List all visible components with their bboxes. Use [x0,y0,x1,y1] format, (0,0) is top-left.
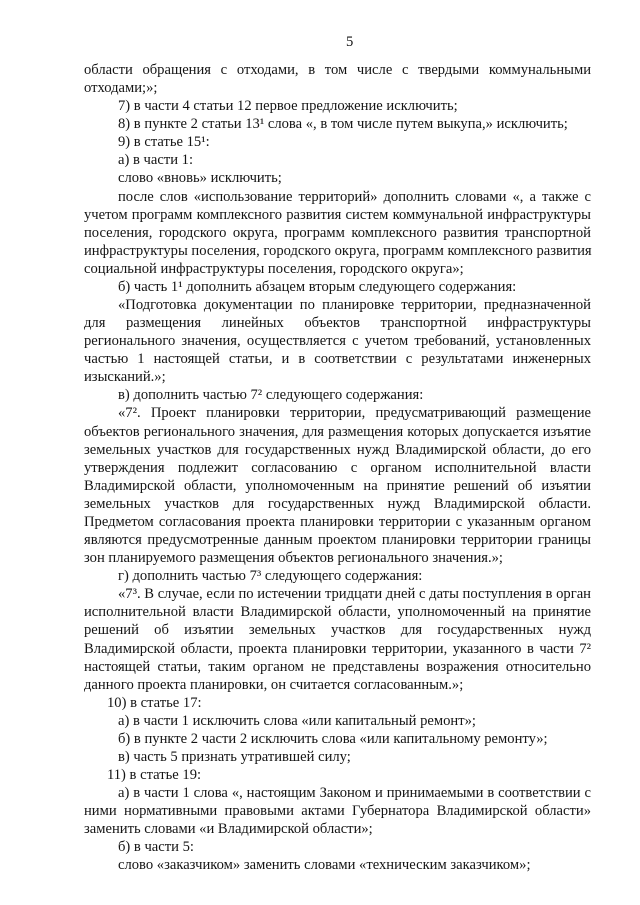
text-line: ними нормативными правовыми актами Губернатора Владимирской области» [84,803,591,820]
text-line: 9) в статье 15¹: [118,134,210,151]
text-line: 8) в пункте 2 статьи 13¹ слова «, в том числе путем выкупа,» исключить; [118,116,568,133]
paragraph [84,694,591,712]
paragraph [84,784,591,838]
text-line: 7) в части 4 статьи 12 первое предложение исключить; [118,98,458,115]
text-line: социальной инфраструктуры поселения, городского округа»; [84,260,464,277]
paragraph [84,585,591,693]
text-line: поселения, городского округа, программ комплексного развития транспортной [84,224,591,241]
text-line: а) в части 1 исключить слова «или капитальный ремонт»; [118,712,476,729]
text-line: решений об изъятии земельных участков для государственных нужд [84,622,591,639]
paragraph [84,712,591,730]
paragraph [84,188,591,278]
paragraph [84,567,591,585]
text-line: объектов регионального значения, для размещения которых допускается изъятие [84,423,591,440]
paragraph [84,296,591,386]
text-line: являются предусмотренные данным проектом планировки территории границы [84,532,591,549]
text-line: б) в пункте 2 части 2 исключить слова «или капитальному ремонту»; [118,730,548,747]
text-line: б) в части 5: [118,839,194,856]
text-line: инфраструктуры поселения, городского округа, программ комплексного развития [84,242,592,259]
text-line: г) дополнить частью 7³ следующего содержания: [118,568,423,585]
text-line: частью 1 настоящей статьи, и в соответствии с результатами инженерных [84,351,591,368]
text-line: изысканий.»; [84,369,166,386]
text-line: слово «вновь» исключить; [118,170,282,187]
paragraph [84,838,591,856]
text-line: б) часть 1¹ дополнить абзацем вторым следующего содержания: [118,278,517,295]
paragraph [84,748,591,766]
paragraph [84,386,591,404]
text-line: «7². Проект планировки территории, предусматривающий размещение [118,405,591,422]
text-line: настоящей статьи, таким органом не представлены возражения относительно [84,658,591,675]
text-line: а) в части 1: [118,152,194,169]
text-line: «7³. В случае, если по истечении тридцати дней с даты поступления в орган [118,586,591,603]
text-line: в) дополнить частью 7² следующего содержания: [118,387,424,404]
text-line: а) в части 1 слова «, настоящим Законом и принимаемыми в соответствии с [118,785,591,802]
text-line: 11) в статье 19: [107,767,202,784]
text-line: земельных участков для государственных нужд Владимирской области, до его [84,441,591,458]
paragraph [84,404,591,567]
text-line: Предметом согласования проекта планировки территории с указанным органом [84,513,591,530]
text-line: Владимирской области, проекта планировки территории, указанного в части 7² [84,640,591,657]
text-line: утверждения подлежит согласованию с органом исполнительной власти [84,459,591,476]
paragraph [84,97,591,115]
text-line: регионального значения, осуществляется с учетом требований, установленных [84,333,591,350]
paragraph [84,115,591,133]
text-line: слово «заказчиком» заменить словами «техническим заказчиком»; [118,857,531,874]
page-number: 5 [346,34,354,50]
paragraph [84,278,591,296]
paragraph [84,856,591,874]
text-line: 10) в статье 17: [107,694,202,711]
text-line: учетом программ комплексного развития систем коммунальной инфраструктуры [84,206,591,223]
text-line: области обращения с отходами, в том числе с твердыми коммунальными [84,62,591,78]
paragraph [84,169,591,187]
text-line: земельных участков для государственных нужд Владимирской области. [84,495,591,512]
text-line: отходами;»; [84,80,158,97]
text-line: Владимирской области, уполномоченным на принятие решений об изъятии [84,477,591,494]
text-line: исполнительной власти Владимирской области, уполномоченный на принятие [84,604,591,621]
text-line: для размещения линейных объектов транспортной инфраструктуры [84,315,591,332]
text-line: заменить словами «и Владимирской области»; [84,821,373,838]
text-line: после слов «использование территорий» дополнить словами «, а также с [118,188,591,205]
text-line: «Подготовка документации по планировке территории, предназначенной [118,297,591,314]
document-body [84,61,591,875]
paragraph [84,151,591,169]
paragraph [84,133,591,151]
text-line: в) часть 5 признать утратившей силу; [118,748,351,765]
paragraph [84,61,591,97]
text-line: зон планируемого размещения объектов регионального значения.»; [84,550,503,567]
paragraph [84,730,591,748]
paragraph [84,766,591,784]
text-line: данного проекта планировки, он считается согласованным.»; [84,676,464,693]
